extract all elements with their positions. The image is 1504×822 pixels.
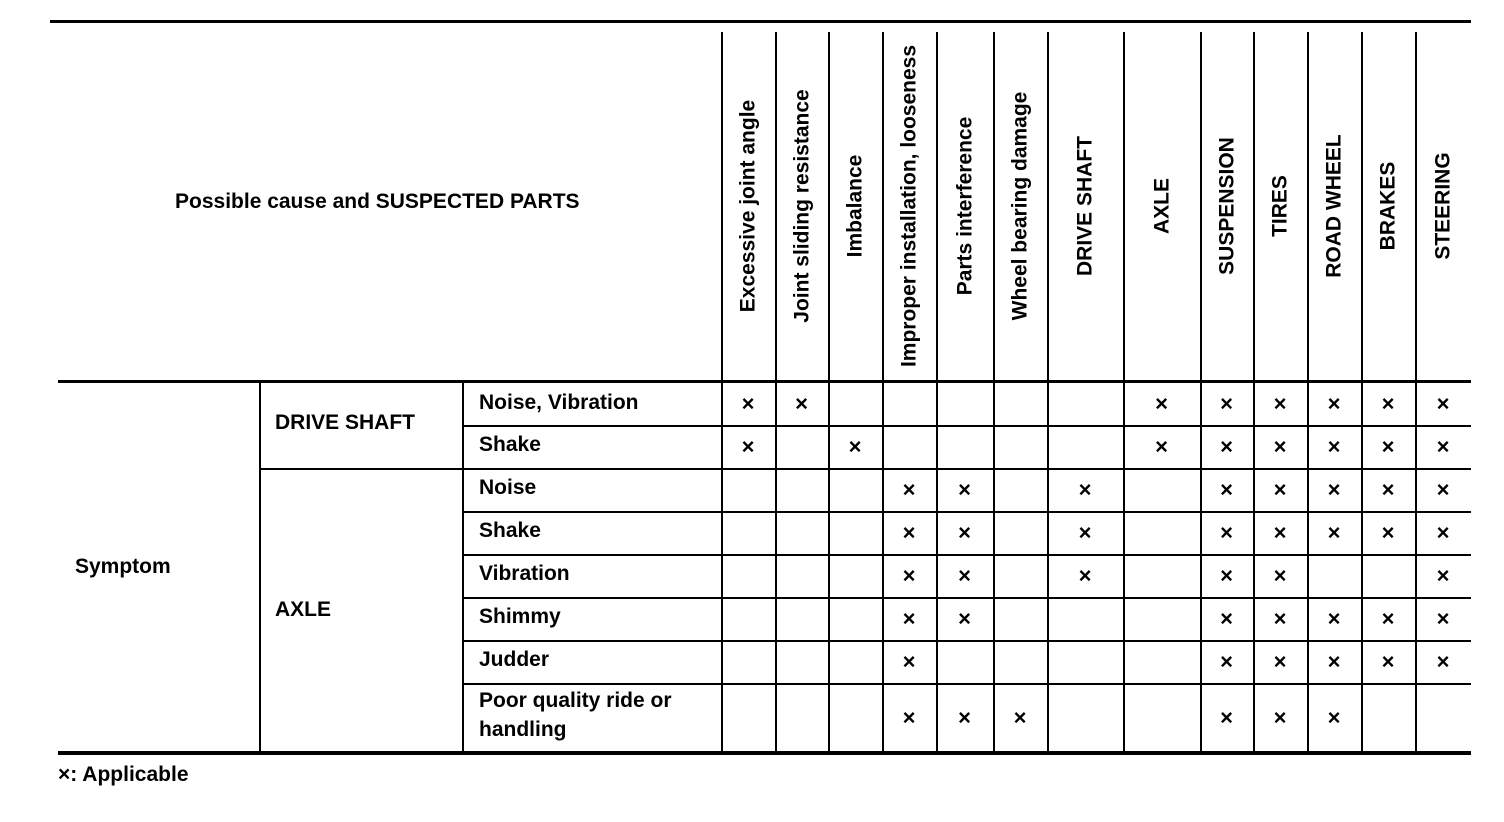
applicable-mark: ×	[1381, 476, 1395, 502]
applicable-mark: ×	[1155, 391, 1168, 416]
column-header	[1123, 32, 1200, 380]
column-header-label: BRAKES	[1376, 161, 1400, 251]
row-divider	[462, 597, 1471, 599]
column-header	[1253, 32, 1307, 380]
column-header	[993, 32, 1047, 380]
column-header-label: Parts interference	[953, 116, 976, 296]
row-group-label: Symptom	[75, 555, 171, 578]
row-divider	[462, 425, 1471, 427]
column-header-label: AXLE	[1150, 177, 1173, 235]
applicable-mark: ×	[1220, 605, 1233, 631]
applicable-mark: ×	[1220, 648, 1233, 674]
applicable-mark: ×	[958, 605, 971, 631]
row-label: Shimmy	[479, 605, 561, 628]
bottom-rule	[58, 751, 1471, 755]
row-label: Judder	[479, 648, 550, 671]
symptom-divider	[259, 383, 261, 751]
applicable-mark: ×	[741, 391, 755, 416]
column-header	[1307, 32, 1361, 380]
applicable-mark: ×	[902, 605, 916, 631]
applicable-mark: ×	[1381, 519, 1395, 545]
row-label: Poor quality ride or	[479, 689, 672, 712]
applicable-mark: ×	[1273, 476, 1287, 502]
group-label-axle: AXLE	[275, 598, 332, 621]
applicable-mark: ×	[1220, 704, 1233, 730]
group-label-drive-shaft: DRIVE SHAFT	[275, 411, 416, 434]
applicable-mark: ×	[958, 562, 971, 588]
applicable-mark: ×	[902, 519, 916, 545]
column-header	[1200, 32, 1253, 380]
applicable-mark: ×	[902, 476, 916, 502]
column-header	[1415, 32, 1471, 380]
applicable-mark: ×	[1220, 476, 1233, 502]
column-header	[936, 32, 993, 380]
column-header-label: ROAD WHEEL	[1322, 134, 1346, 278]
applicable-mark: ×	[1436, 605, 1450, 631]
applicable-mark: ×	[1436, 562, 1450, 588]
applicable-mark: ×	[1381, 391, 1395, 416]
applicable-mark: ×	[1381, 605, 1395, 631]
applicable-mark: ×	[1273, 433, 1287, 459]
column-header	[721, 32, 775, 380]
row-divider	[259, 468, 1471, 470]
applicable-mark: ×	[848, 433, 862, 459]
column-header	[1361, 32, 1415, 380]
applicable-mark: ×	[1327, 433, 1341, 459]
applicable-mark: ×	[1436, 476, 1450, 502]
column-header-label: STEERING	[1431, 152, 1455, 260]
applicable-mark: ×	[958, 476, 971, 502]
applicable-mark: ×	[1220, 562, 1233, 588]
applicable-mark: ×	[741, 433, 755, 459]
applicable-mark: ×	[1327, 648, 1341, 674]
applicable-mark: ×	[1013, 704, 1027, 730]
row-label: Vibration	[479, 562, 570, 585]
applicable-mark: ×	[1327, 519, 1341, 545]
row-label: Noise	[479, 476, 537, 499]
applicable-mark: ×	[1436, 648, 1450, 674]
row-label: Shake	[479, 433, 541, 456]
applicable-mark: ×	[1273, 562, 1287, 588]
applicable-mark: ×	[1436, 391, 1450, 416]
column-header-label: Wheel bearing damage	[1008, 91, 1032, 321]
applicable-mark: ×	[1273, 648, 1287, 674]
applicable-mark: ×	[1436, 433, 1450, 459]
applicable-mark: ×	[958, 519, 971, 545]
header-bottom-rule	[58, 380, 1471, 383]
column-header	[882, 32, 936, 380]
column-header-label: Excessive joint angle	[736, 99, 760, 313]
row-divider	[462, 640, 1471, 642]
applicable-mark: ×	[1078, 476, 1092, 502]
applicable-mark: ×	[1327, 704, 1341, 730]
column-header-label: Imbalance	[843, 154, 867, 258]
applicable-mark: ×	[902, 704, 916, 730]
row-divider	[462, 554, 1471, 556]
applicable-mark: ×	[1327, 476, 1341, 502]
row-divider	[462, 511, 1471, 513]
applicable-mark: ×	[1436, 519, 1450, 545]
column-header-label: DRIVE SHAFT	[1073, 135, 1097, 277]
row-label: handling	[479, 718, 567, 741]
column-header-label: TIRES	[1268, 175, 1292, 237]
applicable-mark: ×	[1220, 433, 1233, 459]
applicable-mark: ×	[1327, 391, 1341, 416]
column-header-label: Joint sliding resistance	[790, 89, 813, 323]
applicable-mark: ×	[1078, 519, 1092, 545]
legend: ×: Applicable	[58, 763, 189, 786]
applicable-mark: ×	[1273, 519, 1287, 545]
applicable-mark: ×	[958, 704, 971, 730]
applicable-mark: ×	[1273, 391, 1287, 416]
column-header	[1047, 32, 1123, 380]
applicable-mark: ×	[902, 562, 916, 588]
applicable-mark: ×	[1381, 433, 1395, 459]
row-divider	[462, 683, 1471, 685]
group-divider	[462, 383, 464, 751]
applicable-mark: ×	[902, 648, 916, 674]
applicable-mark: ×	[1273, 605, 1287, 631]
row-label: Noise, Vibration	[479, 391, 639, 414]
column-header	[828, 32, 882, 380]
applicable-mark: ×	[795, 391, 808, 416]
applicable-mark: ×	[1220, 391, 1233, 416]
applicable-mark: ×	[1220, 519, 1233, 545]
top-rule	[50, 20, 1471, 23]
column-header	[775, 32, 828, 380]
applicable-mark: ×	[1273, 704, 1287, 730]
header-title: Possible cause and SUSPECTED PARTS	[175, 190, 580, 213]
applicable-mark: ×	[1078, 562, 1092, 588]
column-header-label: SUSPENSION	[1215, 137, 1238, 275]
applicable-mark: ×	[1381, 648, 1395, 674]
row-label: Shake	[479, 519, 541, 542]
column-header-label: Improper installation, looseness	[897, 44, 921, 368]
applicable-mark: ×	[1327, 605, 1341, 631]
applicable-mark: ×	[1155, 433, 1168, 459]
